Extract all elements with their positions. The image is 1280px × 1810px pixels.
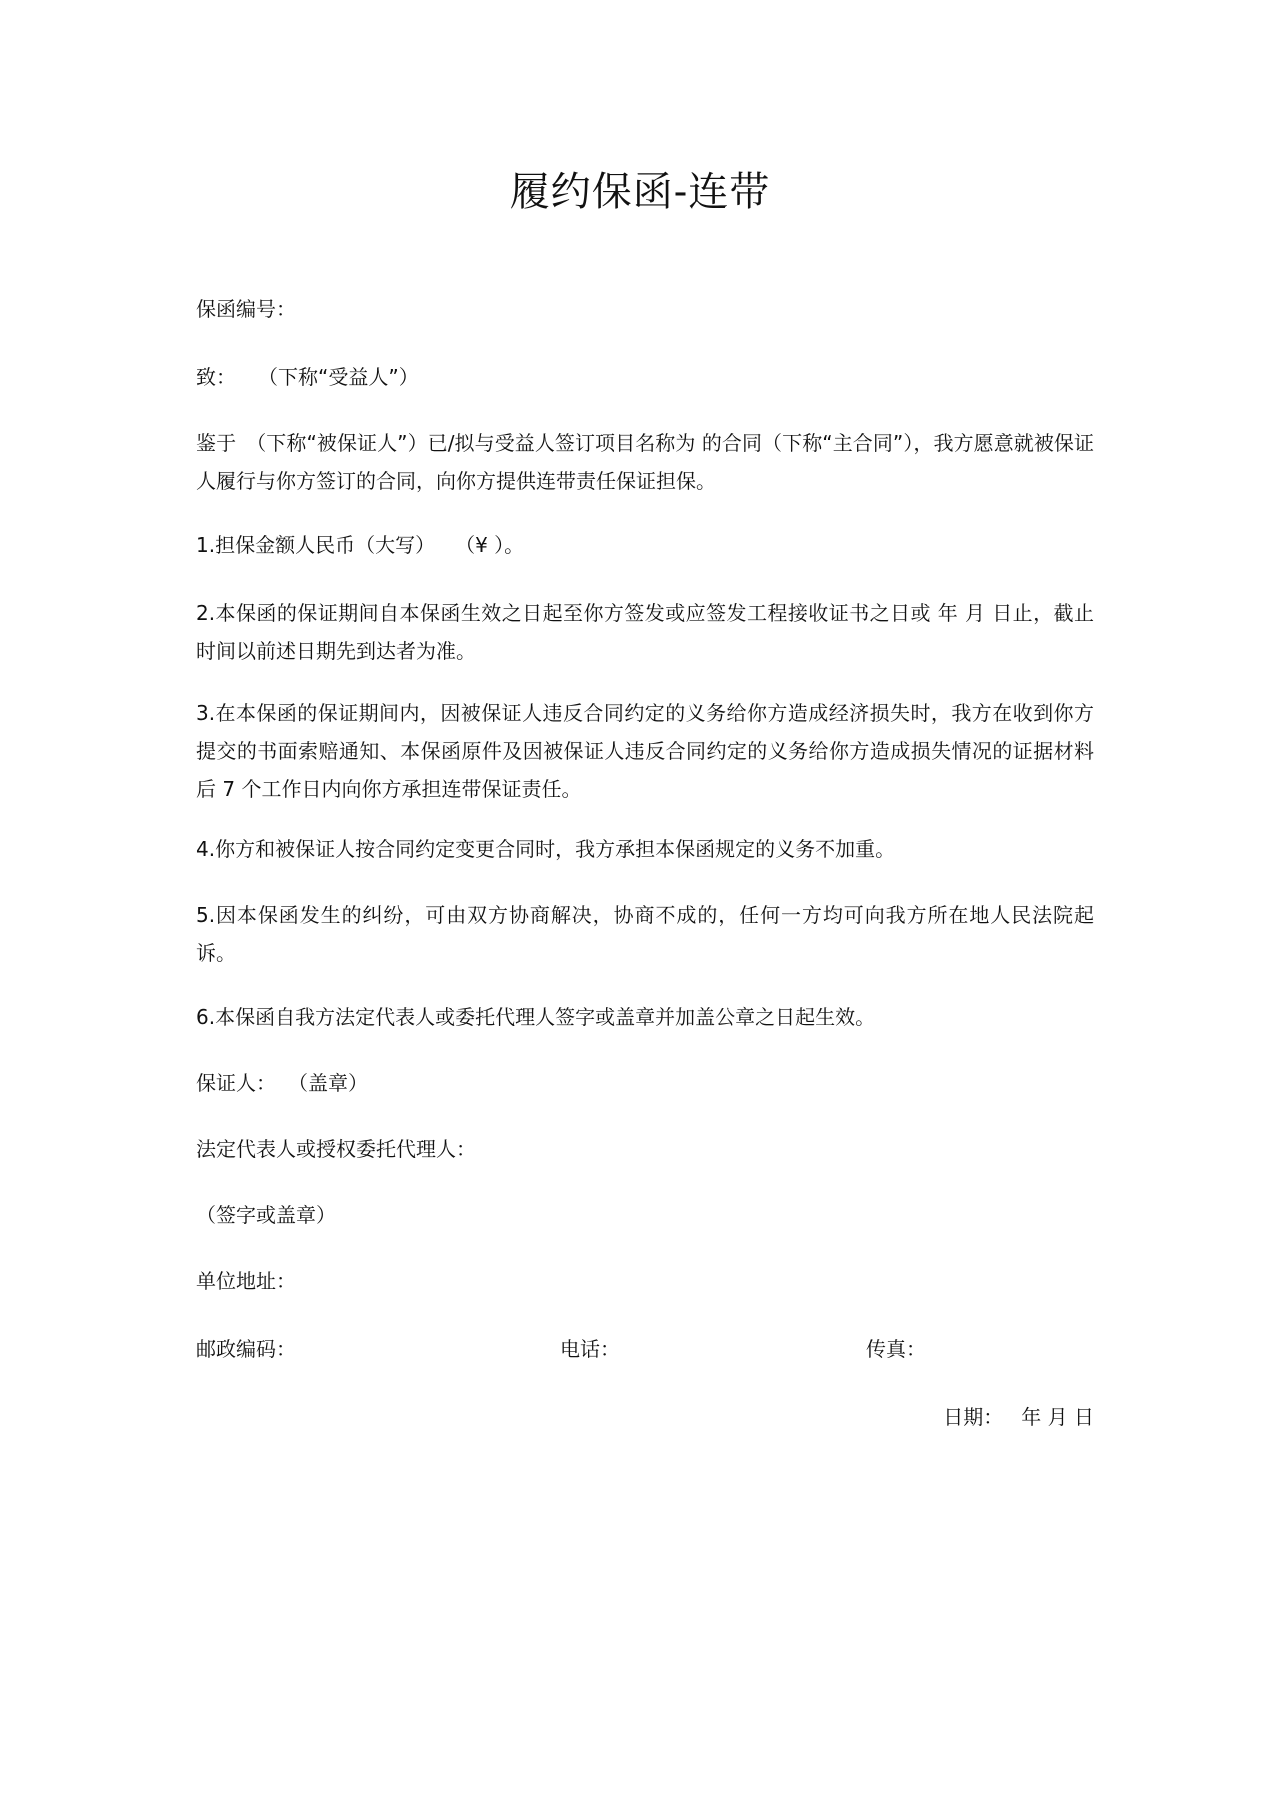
intro-paragraph (196, 424, 1094, 500)
legal-representative-line: 法定代表人或授权委托代理人： (196, 1137, 476, 1161)
clause-4: 4.你方和被保证人按合同约定变更合同时，我方承担本保函规定的义务不加重。 (196, 837, 896, 861)
guarantor-label: 保证人： (196, 1071, 276, 1095)
address-line: 单位地址： (196, 1269, 296, 1293)
guarantee-number-line (196, 290, 1094, 328)
guarantor-line (196, 1064, 1094, 1102)
guarantor-seal: （盖章） (288, 1071, 368, 1095)
clause-6: 6.本保函自我方法定代表人或委托代理人签字或盖章并加盖公章之日起生效。 (196, 1005, 876, 1029)
recipient-label: 致： (196, 365, 236, 389)
date-label: 日期： (943, 1405, 1004, 1429)
fax-label: 传真： (866, 1337, 926, 1361)
guarantee-number-label: 保函编号： (196, 297, 296, 321)
recipient-line (196, 358, 1094, 396)
recipient-note: （下称“受益人”） (258, 365, 419, 389)
page-title: 履约保函-连带 (509, 169, 771, 215)
phone-label: 电话： (560, 1337, 620, 1361)
clause-1 (196, 526, 1094, 564)
sign-or-seal-line: （签字或盖章） (196, 1203, 336, 1227)
postcode-label: 邮政编码： (196, 1337, 296, 1361)
clause-1-amount-label: 1.担保金额人民币（大写） (196, 533, 436, 557)
date-value: 年 月 日 (1021, 1405, 1094, 1429)
intro-prefix: 鉴于 (196, 431, 237, 455)
clause-2: 2.本保函的保证期间自本保函生效之日起至你方签发或应签发工程接收证书之日或 年 月 日止，截止时间以前述日期先到达者为准。 (196, 601, 1094, 663)
clause-5: 5.因本保函发生的纠纷，可由双方协商解决，协商不成的，任何一方均可向我方所在地人民法院起诉。 (196, 903, 1094, 965)
clause-3: 3.在本保函的保证期间内，因被保证人违反合同约定的义务给你方造成经济损失时，我方在收到你方提交的书面索赔通知、本保函原件及因被保证人违反合同约定的义务给你方造成损失情况的证据材料后 7 个工作日内向你方承担连带保证责任。 (196, 701, 1094, 801)
intro-text: （下称“被保证人”）已/拟与受益人签订项目名称为 的合同（下称“主合同”），我方愿意就被保证人履行与你方签订的合同，向你方提供连带责任保证担保。 (196, 431, 1095, 493)
clause-1-amount-figure: （¥ ）。 (455, 533, 525, 557)
date-line (943, 1398, 1094, 1436)
